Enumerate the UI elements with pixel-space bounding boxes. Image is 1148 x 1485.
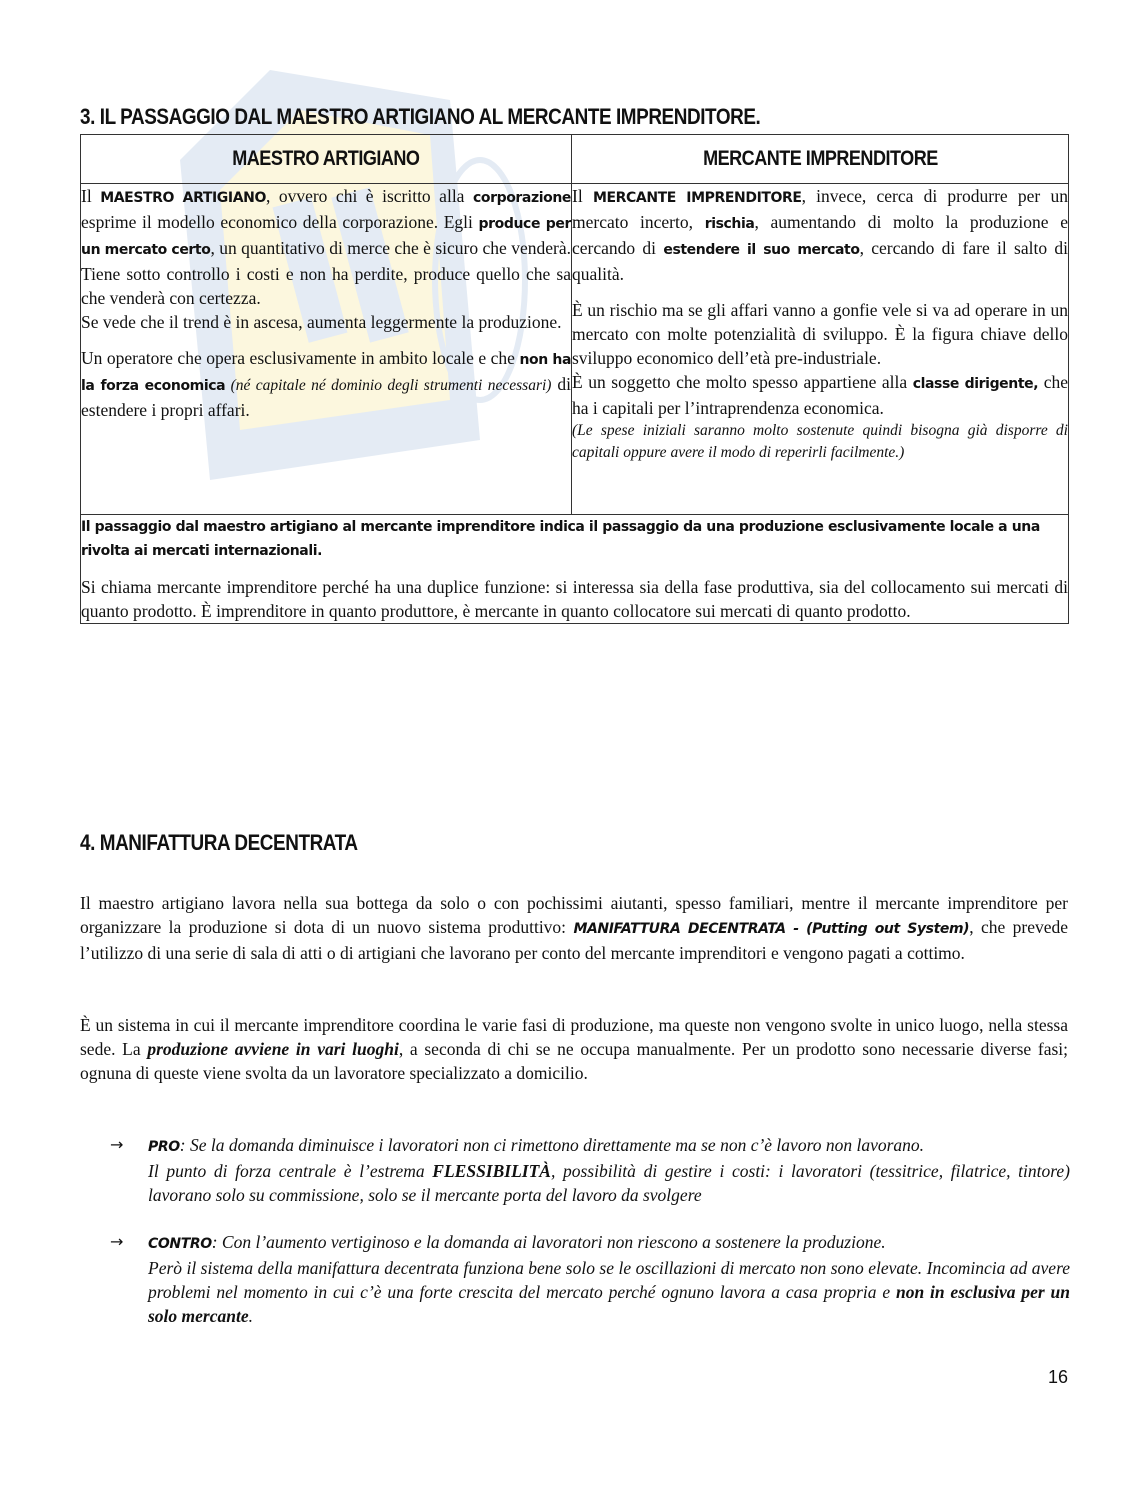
pro-label: PRO (148, 1139, 180, 1155)
mercante-note: (Le spese iniziali saranno molto sostenute quindi bisogna già disporre di capitali oppure avere il modo di reperirli facilmente.) (572, 422, 1068, 461)
contro-label: CONTRO (148, 1236, 212, 1252)
manifattura-paragraph-2: È un sistema in cui il mercante imprenditore coordina le varie fasi di produzione, ma queste non vengono svolte in unico luogo, nella stessa sede. La produzione avviene in vari luoghi, a seconda di chi se ne occupa manualmente. Per un prodotto sono necessarie diverse fasi; ognuna di queste viene svolta da un lavoratore specializzato a domicilio. (80, 1015, 1068, 1083)
column-header-mercante: MERCANTE IMPRENDITORE (572, 135, 1069, 184)
page-number: 16 (1047, 1367, 1068, 1387)
mercante-description-cell (572, 184, 1069, 515)
section-3-title: 3. IL PASSAGGIO DAL MAESTRO ARTIGIANO AL MERCANTE IMPRENDITORE. (80, 104, 761, 129)
mercante-paragraph-3: È un soggetto che molto spesso appartiene alla classe dirigente, che ha i capitali per l’intraprendenza economica. (572, 372, 1068, 418)
column-header-maestro: MAESTRO ARTIGIANO (81, 135, 572, 184)
mercante-paragraph-2: È un rischio ma se gli affari vanno a gonfie vele si va ad operare in un mercato con molte potenzialità di sviluppo. È la figura chiave dello sviluppo economico dell’età pre-industriale. (572, 300, 1068, 368)
maestro-description-cell (81, 184, 572, 515)
transition-summary-bold: Il passaggio dal maestro artigiano al mercante imprenditore indica il passaggio da una produzione esclusivamente locale a una rivolta ai mercati internazionali. (81, 519, 1040, 559)
manifattura-paragraph-1: Il maestro artigiano lavora nella sua bottega da solo o con pochissimi aiutanti, spesso familiari, mentre il mercante imprenditore per organizzare la produzione si dota di un nuovo sistema produttivo: MANIFATTURA DECENTRATA - (Putting out System), che prevede l’utilizzo di una serie di sala di atti o di artigiani che lavorano per conto del mercante imprenditori e vengono pagati a cottimo. (80, 893, 1068, 963)
section-4-title: 4. MANIFATTURA DECENTRATA (80, 830, 358, 855)
comparison-table (80, 134, 1069, 624)
transition-summary-cell (81, 515, 1069, 624)
maestro-paragraph-1: Il MAESTRO ARTIGIANO, ovvero chi è iscritto alla corporazione esprime il modello economico della corporazione. Egli produce per un mercato certo, un quantitativo di merce che è sicuro che venderà. Tiene sotto controllo i costi e non ha perdite, produce quello che sa che venderà con certezza. (81, 186, 571, 308)
transition-summary-text: Si chiama mercante imprenditore perché ha una duplice funzione: si interessa sia della fase produttiva, sia del collocamento sui mercati di quanto prodotto. È imprenditore in quanto produttore, è mercante in quanto collocatore sui mercati di quanto prodotto. (81, 577, 1068, 621)
arrow-icon: → (110, 1232, 124, 1251)
maestro-paragraph-3: Un operatore che opera esclusivamente in ambito locale e che non ha la forza economica (né capitale né dominio degli strumenti necessari) di estendere i propri affari. (81, 348, 571, 420)
mercante-paragraph-1: Il MERCANTE IMPRENDITORE, invece, cerca di produrre per un mercato incerto, rischia, aumentando di molto la produzione e cercando di estendere il suo mercato, cercando di fare il salto di qualità. (572, 186, 1068, 284)
contro-bullet: → CONTRO: Con l’aumento vertiginoso e la domanda ai lavoratori non riescono a sostenere la produzione. Però il sistema della manifattura decentrata funziona bene solo se le oscillazioni di mercato non sono elevate. Incomincia ad avere problemi nel momento in cui c’è una forte crescita del mercato perché ognuno lavora a casa propria e non in esclusiva per un solo mercante. (110, 1232, 1070, 1326)
arrow-icon: → (110, 1135, 124, 1154)
maestro-paragraph-2: Se vede che il trend è in ascesa, aumenta leggermente la produzione. (81, 312, 562, 332)
pro-bullet: → PRO: Se la domanda diminuisce i lavoratori non ci rimettono direttamente ma se non c’è lavoro non lavorano. Il punto di forza centrale è l’estrema FLESSIBILITÀ, possibilità di gestire i costi: i lavoratori (tessitrice, filatrice, tintore) lavorano solo su commissione, solo se il mercante porta del lavoro da svolgere (110, 1135, 1070, 1205)
